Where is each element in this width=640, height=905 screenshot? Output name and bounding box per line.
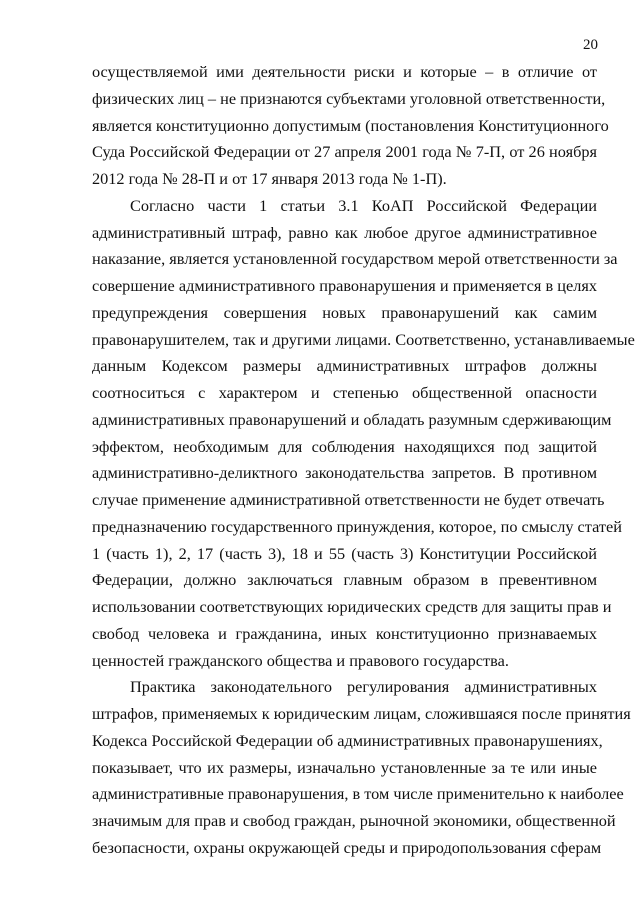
- text-line: наказание, является установленной государством мерой ответственности за: [92, 249, 618, 269]
- text-line: ценностей гражданского общества и правового государства.: [92, 650, 509, 670]
- text-line: безопасности, охраны окружающей среды и природопользования сферам: [92, 837, 602, 857]
- text-line: осуществляемой ими деятельности риски и которые – в отличие от: [92, 62, 597, 81]
- text-line: Суда Российской Федерации от 27 апреля 2001 года № 7-П, от 26 ноября: [92, 142, 597, 162]
- text-line: эффектом, необходимым для соблюдения находящихся под защитой: [92, 436, 597, 456]
- text-line: значимым для прав и свобод граждан, рыночной экономики, общественной: [92, 811, 616, 830]
- text-line: Кодекса Российской Федерации об административных правонарушениях,: [92, 730, 603, 750]
- page-number: 20: [583, 37, 598, 53]
- text-line: штрафов, применяемых к юридическим лицам, сложившаяся после принятия: [92, 704, 631, 723]
- text-line: Согласно части 1 статьи 3.1 КоАП Российской Федерации: [130, 195, 597, 215]
- text-line: предназначению государственного принуждения, которое, по смыслу статей: [92, 516, 622, 536]
- text-line: 2012 года № 28-П и от 17 января 2013 года № 1-П).: [92, 169, 447, 188]
- text-line: административных правонарушений и обладать разумным сдерживающим: [92, 409, 612, 429]
- text-line: является конституционно допустимым (постановления Конституционного: [92, 115, 609, 135]
- text-line: совершение административного правонарушения и применяется в целях: [92, 276, 597, 295]
- paragraph: [92, 674, 631, 861]
- text-line: правонарушителем, так и другими лицами. Соответственно, устанавливаемые: [92, 329, 635, 349]
- document-body: [92, 59, 635, 862]
- text-line: физических лиц – не признаются субъектами уголовной ответственности,: [92, 88, 606, 108]
- text-line: показывает, что их размеры, изначально установленные за те или иные: [92, 757, 597, 777]
- text-line: административный штраф, равно как любое другое административное: [92, 222, 597, 242]
- text-line: 1 (часть 1), 2, 17 (часть 3), 18 и 55 (часть 3) Конституции Российской: [92, 543, 597, 563]
- text-line: Федерации, должно заключаться главным образом в превентивном: [92, 570, 597, 590]
- paragraph: [92, 59, 609, 193]
- text-line: Практика законодательного регулирования административных: [130, 677, 597, 697]
- text-line: соотноситься с характером и степенью общественной опасности: [92, 383, 597, 402]
- text-line: случае применение административной ответственности не будет отвечать: [92, 490, 605, 509]
- text-line: использовании соответствующих юридических средств для защиты прав и: [92, 597, 612, 616]
- text-line: данным Кодексом размеры административных штрафов должны: [92, 356, 597, 376]
- text-line: административно-деликтного законодательства запретов. В противном: [92, 463, 597, 483]
- text-line: административные правонарушения, в том числе применительно к наиболее: [92, 784, 624, 804]
- text-line: свобод человека и гражданина, иных конституционно признаваемых: [92, 623, 597, 643]
- text-line: предупреждения совершения новых правонарушений как самим: [92, 302, 597, 322]
- paragraph: [92, 193, 635, 675]
